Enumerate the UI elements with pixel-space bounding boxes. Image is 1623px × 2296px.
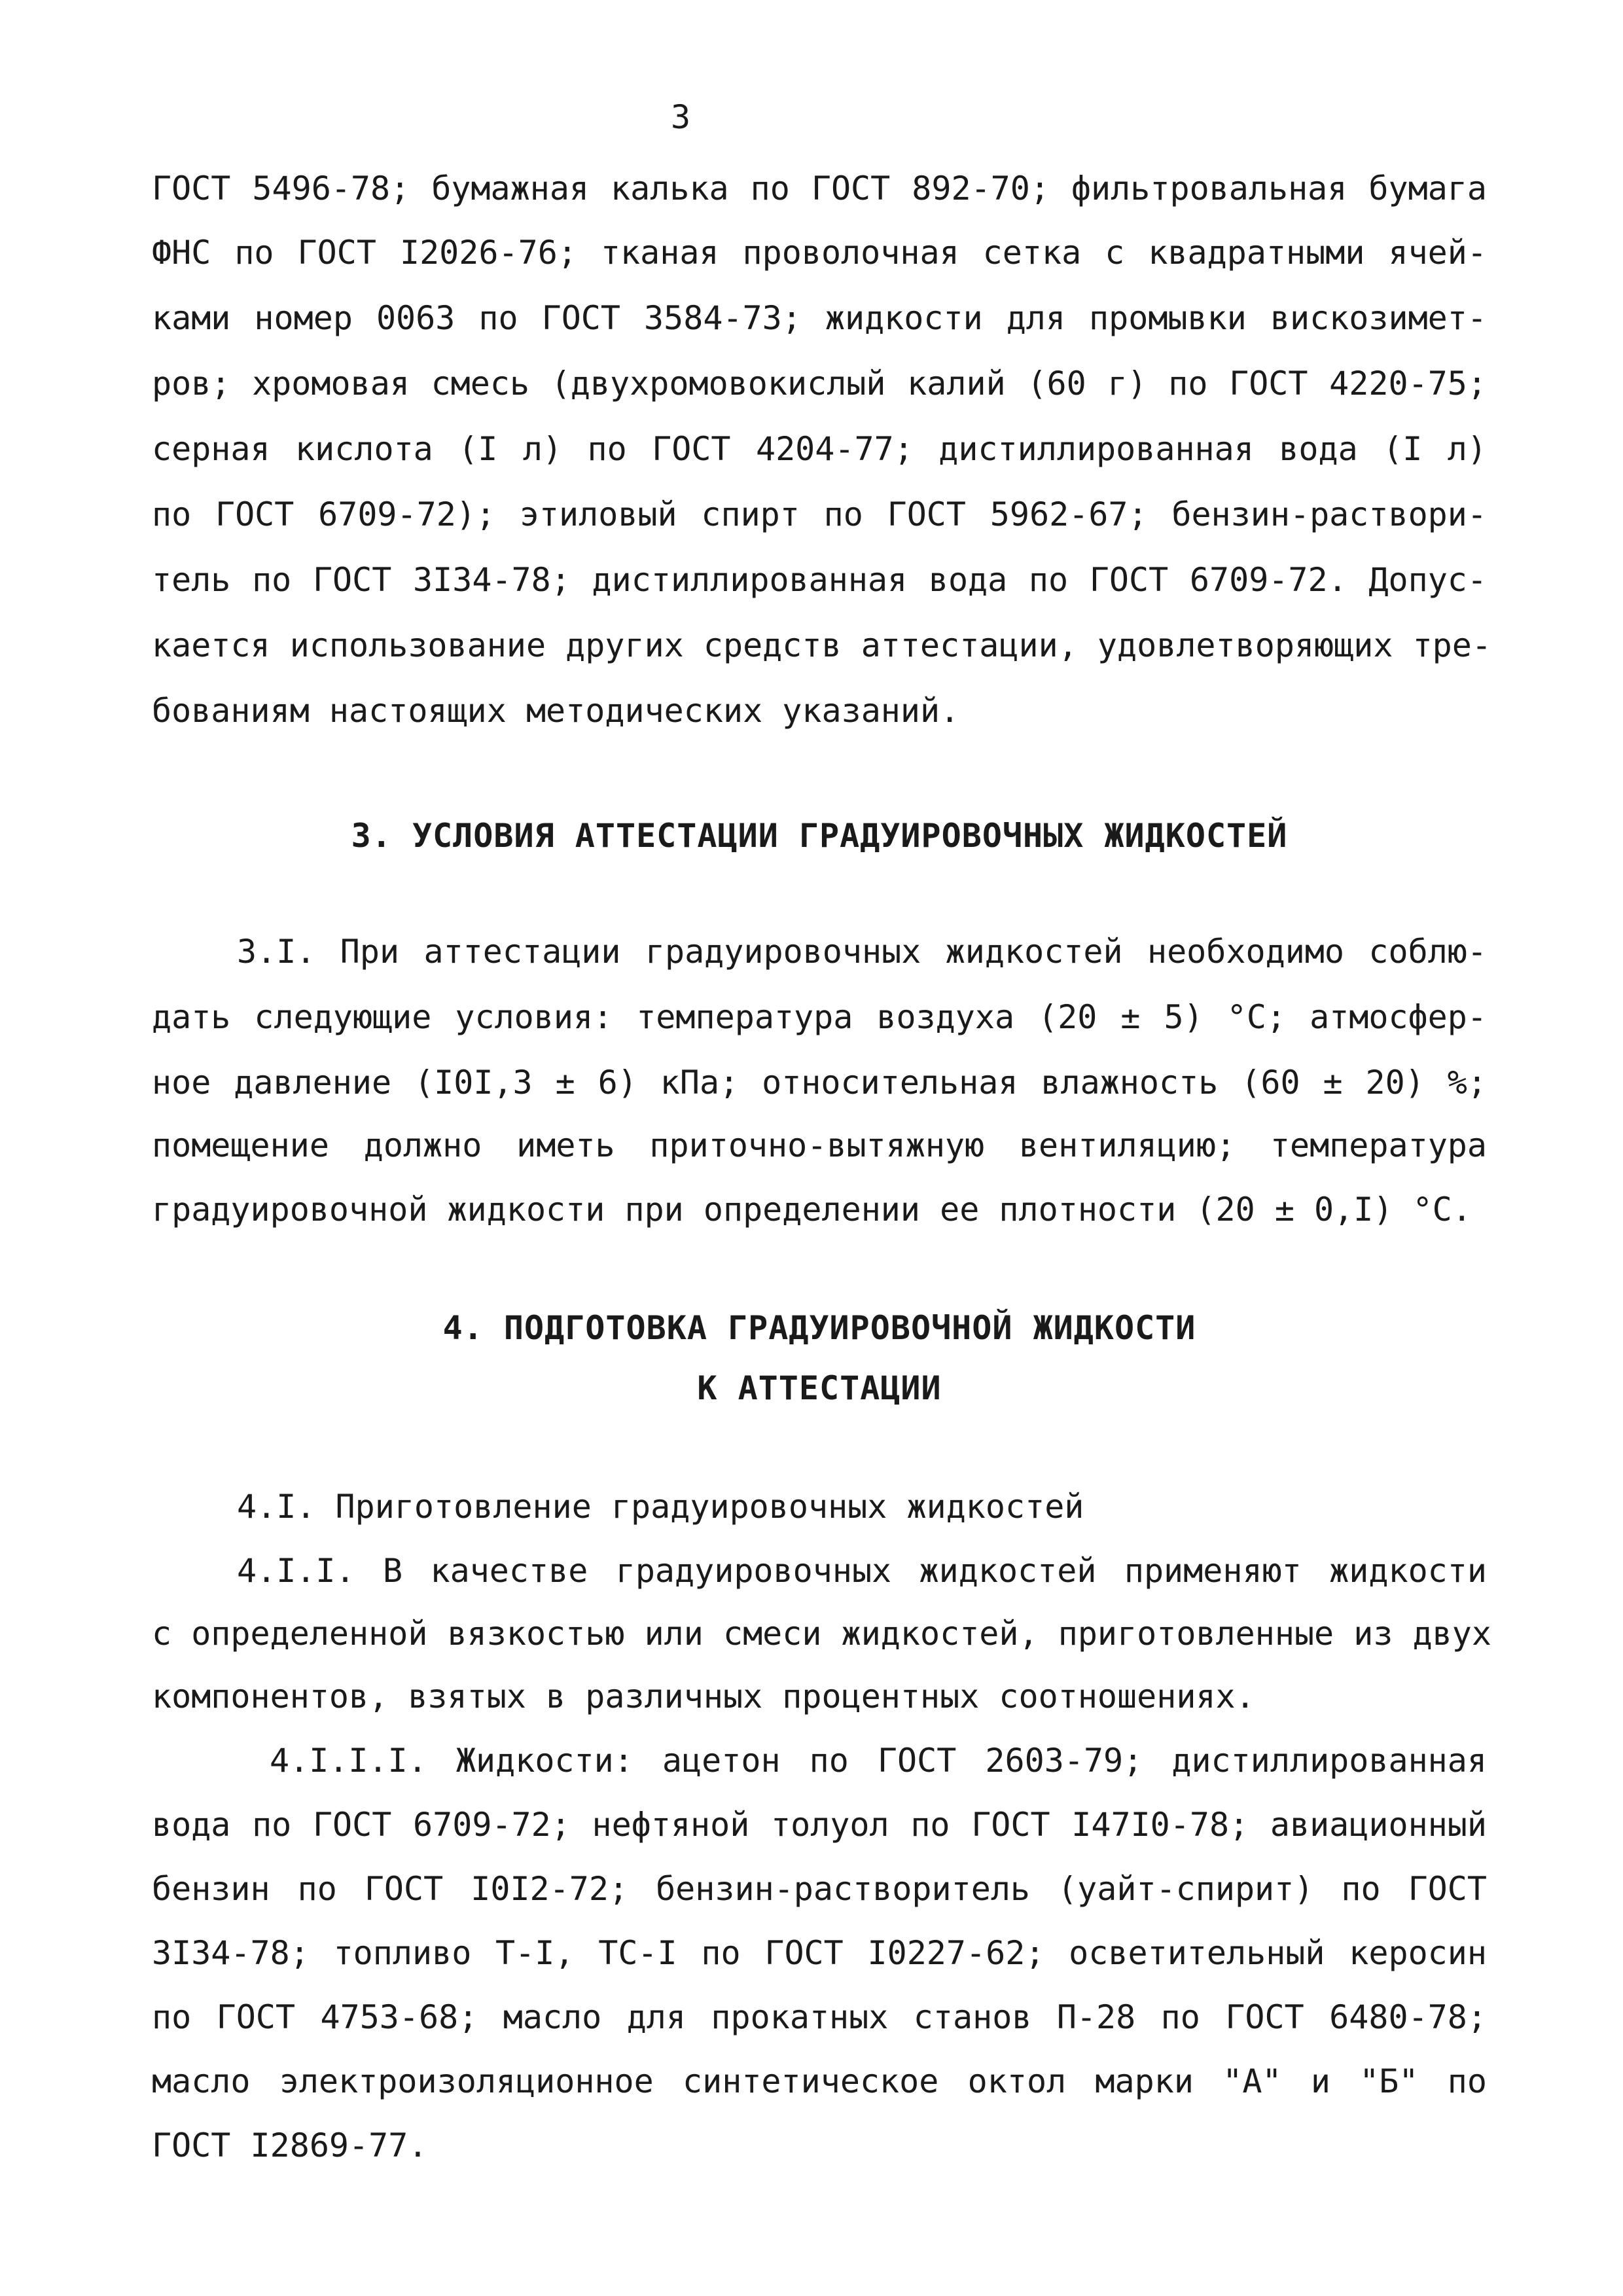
section-4-line: компонентов, взятых в различных процентных соотношениях.	[152, 1677, 1255, 1715]
intro-line: ФНС по ГОСТ I2026-76; тканая проволочная сетка с квадратными ячей-	[152, 234, 1487, 272]
section-4-line: по ГОСТ 4753-68; масло для прокатных станов П-28 по ГОСТ 6480-78;	[152, 1998, 1487, 2036]
section-4-line: 4.I.I.I. Жидкости: ацетон по ГОСТ 2603-79; дистиллированная	[270, 1742, 1487, 1780]
section-4-heading-cont: К АТТЕСТАЦИИ	[697, 1369, 942, 1407]
section-3-line: 3.I. При аттестации градуировочных жидкостей необходимо соблю-	[237, 933, 1487, 971]
section-4-line: 4.I. Приготовление градуировочных жидкостей	[237, 1488, 1084, 1526]
section-3-line: градуировочной жидкости при определении ее плотности (20 ± 0,I) °С.	[152, 1191, 1472, 1229]
section-4-heading: 4. ПОДГОТОВКА ГРАДУИРОВОЧНОЙ ЖИДКОСТИ	[442, 1309, 1196, 1347]
section-3-line: ное давление (I0I,3 ± 6) кПа; относительная влажность (60 ± 20) %;	[152, 1064, 1487, 1102]
section-4-line: с определенной вязкостью или смеси жидкостей, приготовленные из двух	[152, 1615, 1491, 1653]
section-3-line: дать следующие условия: температура воздуха (20 ± 5) °С; атмосфер-	[152, 998, 1487, 1036]
section-3-heading: 3. УСЛОВИЯ АТТЕСТАЦИИ ГРАДУИРОВОЧНЫХ ЖИДКОСТЕЙ	[351, 817, 1288, 855]
intro-line: серная кислота (I л) по ГОСТ 4204-77; дистиллированная вода (I л)	[152, 430, 1487, 468]
section-4-line: 4.I.I. В качестве градуировочных жидкостей применяют жидкости	[237, 1552, 1487, 1590]
section-4-line: 3I34-78; топливо Т-I, ТС-I по ГОСТ I0227-62; осветительный керосин	[152, 1934, 1487, 1972]
intro-line: кается использование других средств аттестации, удовлетворяющих тре-	[152, 626, 1491, 664]
intro-line: тель по ГОСТ 3I34-78; дистиллированная вода по ГОСТ 6709-72. Допус-	[152, 561, 1487, 599]
intro-line: по ГОСТ 6709-72); этиловый спирт по ГОСТ 5962-67; бензин-раствори-	[152, 495, 1487, 533]
section-4-line: вода по ГОСТ 6709-72; нефтяной толуол по ГОСТ I47I0-78; авиационный	[152, 1806, 1487, 1844]
section-4-line: масло электроизоляционное синтетическое октол марки "А" и "Б" по	[152, 2062, 1487, 2100]
intro-line: ками номер 0063 по ГОСТ 3584-73; жидкости для промывки вискозимет-	[152, 299, 1487, 337]
section-4-line: бензин по ГОСТ I0I2-72; бензин-растворитель (уайт-спирит) по ГОСТ	[152, 1870, 1487, 1908]
intro-line: ГОСТ 5496-78; бумажная калька по ГОСТ 892-70; фильтровальная бумага	[152, 170, 1487, 207]
intro-line: ров; хромовая смесь (двухромовокислый калий (60 г) по ГОСТ 4220-75;	[152, 365, 1487, 403]
section-3-line: помещение должно иметь приточно-вытяжную вентиляцию; температура	[152, 1126, 1487, 1164]
section-4-line: ГОСТ I2869-77.	[152, 2126, 428, 2164]
page-number: 3	[670, 98, 691, 136]
intro-line: бованиям настоящих методических указаний.	[152, 692, 960, 730]
